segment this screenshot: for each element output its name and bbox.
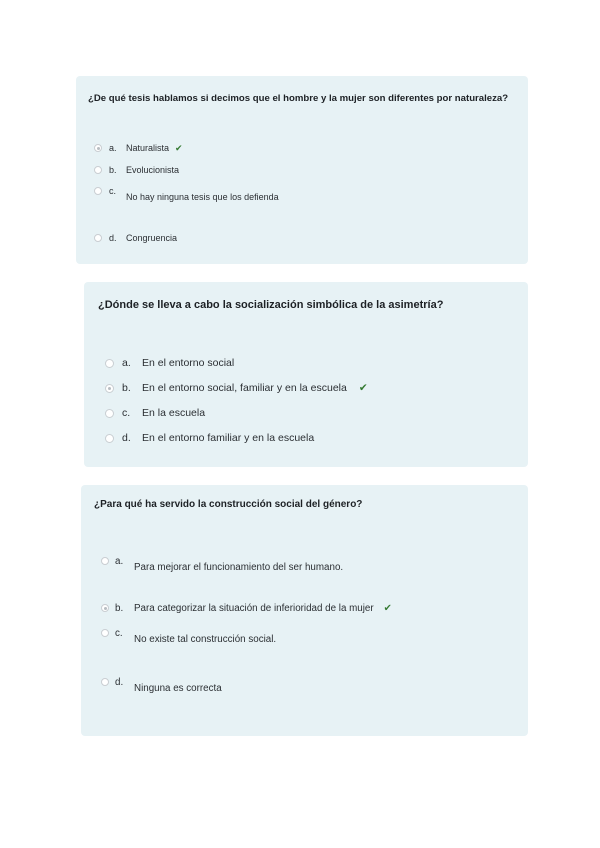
option-letter: b. bbox=[115, 603, 124, 614]
option-letter: b. bbox=[109, 165, 117, 175]
radio-icon[interactable] bbox=[101, 629, 109, 637]
option-letter: a. bbox=[109, 143, 117, 153]
option-1b[interactable] bbox=[94, 165, 179, 175]
option-label: Para mejorar el funcionamiento del ser humano. bbox=[134, 562, 344, 573]
radio-icon[interactable] bbox=[101, 678, 109, 686]
option-1a[interactable] bbox=[94, 143, 183, 154]
question-text-2: ¿Dónde se lleva a cabo la socialización simbólica de la asimetría? bbox=[98, 299, 444, 311]
option-2b[interactable] bbox=[105, 382, 368, 394]
option-letter: a. bbox=[115, 556, 124, 567]
question-text-1: ¿De qué tesis hablamos si decimos que el hombre y la mujer son diferentes por naturaleza? bbox=[88, 93, 509, 104]
option-letter: d. bbox=[109, 233, 117, 243]
radio-icon[interactable] bbox=[105, 434, 114, 443]
radio-icon[interactable] bbox=[94, 234, 102, 242]
question-card-3 bbox=[81, 485, 528, 736]
check-icon: ✔ bbox=[358, 382, 368, 394]
question-text-3: ¿Para qué ha servido la construcción social del género? bbox=[94, 499, 363, 510]
option-letter: a. bbox=[122, 357, 131, 369]
radio-icon[interactable] bbox=[105, 409, 114, 418]
option-label: En la escuela bbox=[142, 407, 206, 419]
option-letter: b. bbox=[122, 382, 131, 394]
option-2a[interactable] bbox=[105, 357, 234, 369]
question-card-1 bbox=[76, 76, 528, 264]
option-label: En el entorno social, familiar y en la escuela bbox=[142, 382, 347, 394]
option-label: Evolucionista bbox=[126, 165, 180, 175]
option-label: Naturalista bbox=[126, 143, 170, 153]
option-letter: c. bbox=[115, 628, 123, 639]
option-label: Ninguna es correcta bbox=[134, 683, 222, 694]
radio-icon[interactable] bbox=[105, 384, 114, 393]
radio-icon[interactable] bbox=[94, 166, 102, 174]
option-label: En el entorno social bbox=[142, 357, 235, 369]
radio-icon[interactable] bbox=[101, 557, 109, 565]
option-label: Para categorizar la situación de inferioridad de la mujer bbox=[134, 603, 374, 614]
option-3c[interactable] bbox=[101, 628, 276, 645]
question-card-2 bbox=[84, 282, 528, 467]
check-icon: ✔ bbox=[175, 143, 183, 153]
option-letter: d. bbox=[122, 432, 131, 444]
radio-icon[interactable] bbox=[101, 604, 109, 612]
option-label: En el entorno familiar y en la escuela bbox=[142, 432, 315, 444]
radio-icon[interactable] bbox=[94, 187, 102, 195]
option-label: Congruencia bbox=[126, 233, 178, 243]
check-icon: ✔ bbox=[383, 603, 392, 614]
option-letter: c. bbox=[122, 407, 131, 419]
option-label: No existe tal construcción social. bbox=[134, 634, 277, 645]
option-3a[interactable] bbox=[101, 556, 343, 573]
option-3d[interactable] bbox=[101, 677, 222, 694]
option-letter: c. bbox=[109, 186, 117, 196]
option-2d[interactable] bbox=[105, 432, 314, 444]
option-2c[interactable] bbox=[105, 407, 205, 419]
option-letter: d. bbox=[115, 677, 124, 688]
radio-icon[interactable] bbox=[105, 359, 114, 368]
option-label: No hay ninguna tesis que los defienda bbox=[126, 192, 279, 202]
option-1d[interactable] bbox=[94, 233, 177, 243]
option-3b[interactable] bbox=[101, 603, 392, 614]
option-1c[interactable] bbox=[94, 186, 279, 202]
radio-icon[interactable] bbox=[94, 144, 102, 152]
